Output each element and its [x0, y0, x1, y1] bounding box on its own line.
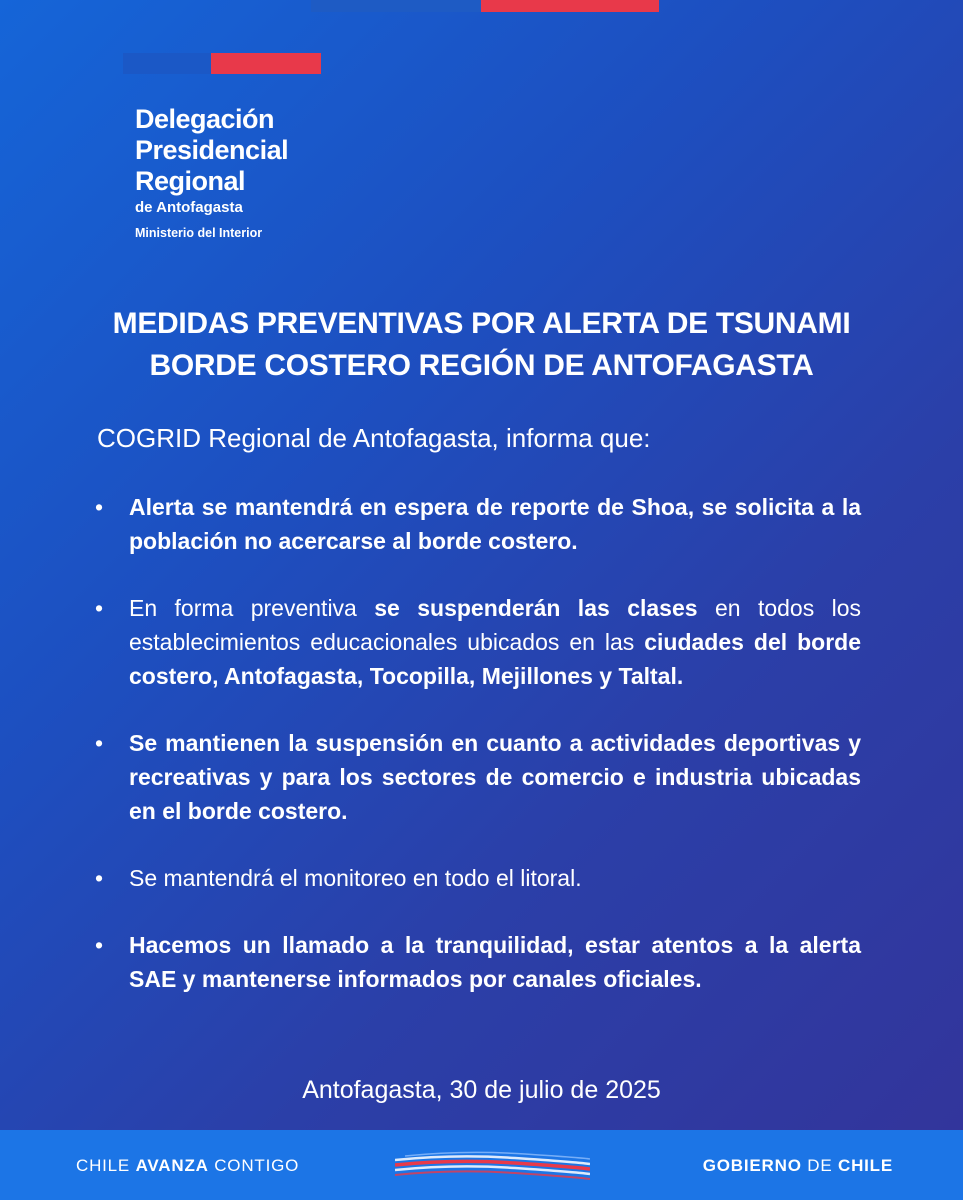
footer-government: [703, 1156, 893, 1176]
logo-bar-blue: [123, 53, 211, 74]
slogan-part-3: CONTIGO: [208, 1156, 300, 1175]
title-line-1: MEDIDAS PREVENTIVAS POR ALERTA DE TSUNAMI: [112, 307, 851, 340]
list-item: [95, 490, 861, 558]
gov-part-3: CHILE: [832, 1156, 893, 1175]
flag-wave-icon: [395, 1150, 590, 1182]
bullet-text-2c: en todos los establecimientos educacionales ubicados en las: [129, 595, 862, 655]
footer-slogan: [76, 1156, 299, 1176]
intro-text: COGRID Regional de Antofagasta, informa que:: [97, 423, 651, 453]
page-title: [40, 303, 923, 387]
bullet-text-2a: En forma preventiva: [129, 595, 375, 621]
gov-part-2: DE: [807, 1156, 833, 1175]
list-item: [95, 861, 861, 895]
bullet-text-5: Hacemos un llamado a la tranquilidad, estar atentos a la alerta SAE y mantenerse informados por canales oficiales.: [129, 932, 861, 992]
bullet-icon: •: [95, 595, 104, 621]
list-item: [95, 928, 861, 996]
top-accent-red: [481, 0, 659, 12]
logo-flag-bar: [123, 53, 321, 74]
title-line-2: BORDE COSTERO REGIÓN DE ANTOFAGASTA: [149, 349, 814, 382]
bullet-text-2b: se suspenderán las clases: [374, 595, 698, 621]
bullet-icon: •: [95, 730, 104, 756]
logo-line-2: Presidencial: [135, 135, 289, 165]
logo-bar-red: [211, 53, 321, 74]
gov-part-1: GOBIERNO: [702, 1156, 808, 1175]
top-accent-blue: [311, 0, 481, 12]
bullet-text-4: Se mantendrá el monitoreo en todo el litoral.: [129, 865, 582, 891]
bullet-icon: •: [95, 494, 104, 520]
bullet-text-3: Se mantienen la suspensión en cuanto a actividades deportivas y recreativas y para los sectores de comercio e industria ubicadas en el borde costero.: [129, 730, 861, 824]
list-item: [95, 726, 861, 828]
slogan-part-1: CHILE: [76, 1156, 136, 1175]
bullet-icon: •: [95, 865, 104, 891]
list-item: [95, 591, 861, 693]
bullet-text-1: Alerta se mantendrá en espera de reporte de Shoa, se solicita a la población no acercarse al borde costero.: [129, 494, 861, 554]
measures-list: [95, 490, 861, 1029]
logo-region: de Antofagasta: [135, 199, 243, 216]
logo-ministry: Ministerio del Interior: [135, 226, 263, 240]
footer-bar: [0, 1130, 963, 1200]
bullet-icon: •: [95, 932, 104, 958]
institution-logo: [135, 104, 288, 242]
logo-line-3: Regional: [135, 166, 246, 196]
slogan-part-2: AVANZA: [135, 1156, 209, 1175]
logo-line-1: Delegación: [135, 104, 275, 134]
bullet-text-2d: ciudades del borde costero, Antofagasta, Tocopilla, Mejillones y Taltal.: [129, 629, 861, 689]
date-line: Antofagasta, 30 de julio de 2025: [302, 1076, 661, 1104]
